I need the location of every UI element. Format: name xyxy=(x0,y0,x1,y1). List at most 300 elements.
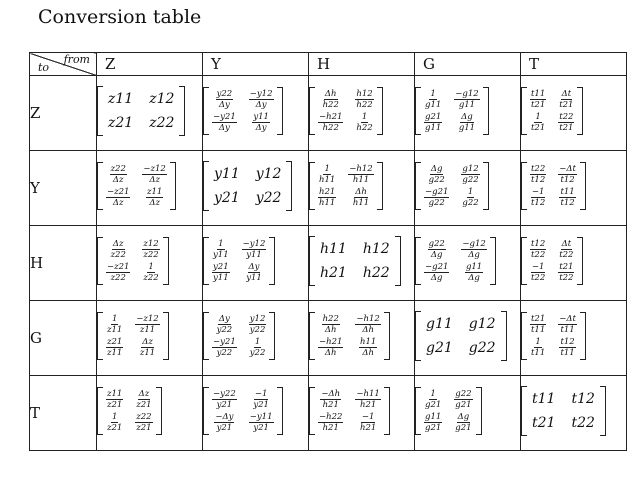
denominator: t11 xyxy=(560,348,575,358)
matrix-cell xyxy=(415,376,521,451)
matrix-entry: t11 xyxy=(532,391,556,407)
matrix-entry: t22 xyxy=(571,415,595,431)
fraction-entry xyxy=(530,337,546,358)
denominator: h21 xyxy=(359,400,377,410)
header-row xyxy=(30,53,627,76)
matrix xyxy=(521,162,586,210)
numerator: −z12 xyxy=(136,314,159,324)
denominator: h11 xyxy=(352,198,370,208)
fraction-entry xyxy=(135,314,159,335)
table-row xyxy=(30,151,627,226)
numerator: Δy xyxy=(248,262,260,272)
matrix xyxy=(203,161,292,211)
numerator: Δg xyxy=(457,412,470,422)
fraction-entry xyxy=(530,239,546,260)
fraction-entry xyxy=(106,337,123,358)
numerator: Δz xyxy=(142,337,153,347)
matrix-cell xyxy=(203,76,309,151)
numerator: z21 xyxy=(107,337,123,347)
numerator: y22 xyxy=(216,89,233,99)
fraction-entry xyxy=(355,337,380,358)
fraction-entry xyxy=(355,89,373,110)
numerator: −y21 xyxy=(213,337,236,347)
right-bracket xyxy=(483,162,489,210)
matrix-entry: h12 xyxy=(362,241,390,257)
right-bracket xyxy=(577,87,583,135)
denominator: g22 xyxy=(462,198,479,208)
fraction-entry xyxy=(355,112,373,133)
fraction-entry xyxy=(249,389,274,410)
denominator: Δh xyxy=(362,348,374,358)
fraction-entry xyxy=(318,412,343,433)
denominator: Δh xyxy=(324,325,337,335)
fraction-entry xyxy=(242,239,267,260)
fraction-entry xyxy=(212,412,237,433)
matrix xyxy=(97,312,169,360)
matrix-entry: g21 xyxy=(426,340,453,356)
fraction-entry xyxy=(461,262,486,283)
row-label-h: H xyxy=(30,226,97,301)
denominator: Δz xyxy=(112,198,124,208)
matrix-entries xyxy=(209,161,286,211)
denominator: Δy xyxy=(255,100,267,110)
denominator: t22 xyxy=(559,250,574,260)
fraction-entry xyxy=(242,262,267,283)
numerator: 1 xyxy=(467,187,474,197)
denominator: Δg xyxy=(430,273,443,283)
numerator: y12 xyxy=(249,314,266,324)
numerator: −1 xyxy=(531,187,545,197)
numerator: t21 xyxy=(531,314,546,324)
matrix-entries xyxy=(315,236,395,286)
fraction-entry xyxy=(424,164,449,185)
matrix-cell xyxy=(97,151,203,226)
numerator: t11 xyxy=(531,89,546,99)
matrix-entry: y21 xyxy=(214,190,240,206)
right-bracket xyxy=(384,312,390,360)
denominator: z21 xyxy=(107,423,123,433)
numerator: t21 xyxy=(559,262,574,272)
denominator: z11 xyxy=(107,348,123,358)
fraction-entry xyxy=(424,389,442,410)
fraction-entry xyxy=(530,262,546,283)
fraction-entry xyxy=(318,389,343,410)
fraction-entry xyxy=(558,262,574,283)
denominator: Δz xyxy=(149,175,160,185)
numerator: 1 xyxy=(361,112,368,122)
fraction-entry xyxy=(454,412,472,433)
matrix-entries xyxy=(527,237,577,285)
matrix xyxy=(415,311,507,361)
right-bracket xyxy=(163,312,169,360)
fraction-entry xyxy=(558,239,574,260)
right-bracket xyxy=(377,87,383,135)
matrix-entry: z12 xyxy=(149,91,175,107)
matrix-entries xyxy=(209,237,269,285)
denominator: Δg xyxy=(468,273,480,283)
right-bracket xyxy=(156,387,162,435)
numerator: Δt xyxy=(561,89,572,99)
denominator: z11 xyxy=(139,325,156,335)
denominator: h21 xyxy=(359,423,377,433)
table-row xyxy=(30,301,627,376)
column-header-z: Z xyxy=(97,53,203,76)
fraction-entry xyxy=(212,314,237,335)
numerator: t12 xyxy=(531,239,546,249)
matrix-entries xyxy=(103,162,170,210)
numerator: −g21 xyxy=(425,187,449,197)
fraction-entry xyxy=(461,239,486,260)
fraction-entry xyxy=(558,187,577,208)
matrix-cell xyxy=(203,151,309,226)
matrix xyxy=(415,87,489,135)
matrix xyxy=(415,162,489,210)
fraction-entry xyxy=(318,187,336,208)
matrix xyxy=(521,87,583,135)
denominator: z11 xyxy=(107,325,123,335)
fraction-entry xyxy=(355,314,380,335)
matrix-entries xyxy=(421,387,476,435)
matrix-cell xyxy=(203,376,309,451)
denominator: t22 xyxy=(559,273,574,283)
denominator: y21 xyxy=(253,400,269,410)
right-bracket xyxy=(269,237,275,285)
fraction-entry xyxy=(454,112,479,133)
matrix-entries xyxy=(103,86,179,136)
matrix xyxy=(203,237,275,285)
matrix-cell xyxy=(415,226,521,301)
matrix-entry: h22 xyxy=(362,265,390,281)
numerator: −1 xyxy=(531,262,545,272)
right-bracket xyxy=(277,87,283,135)
fraction-entry xyxy=(318,112,343,133)
denominator: z22 xyxy=(110,250,126,260)
fraction-entry xyxy=(142,262,159,283)
fraction-entry xyxy=(558,164,577,185)
right-bracket xyxy=(600,386,606,436)
denominator: g21 xyxy=(455,423,472,433)
matrix-entry: h11 xyxy=(320,241,347,257)
denominator: h22 xyxy=(322,123,339,133)
denominator: h21 xyxy=(322,423,339,433)
denominator: Δy xyxy=(255,123,267,133)
numerator: −h21 xyxy=(319,112,343,122)
fraction-entry xyxy=(249,112,274,133)
numerator: Δt xyxy=(561,239,572,249)
fraction-entry xyxy=(212,337,237,358)
numerator: g11 xyxy=(465,262,483,272)
row-label-t: T xyxy=(30,376,97,451)
fraction-entry xyxy=(212,112,237,133)
fraction-entry xyxy=(424,187,449,208)
matrix-cell xyxy=(521,376,627,451)
denominator: t11 xyxy=(531,348,546,358)
numerator: 1 xyxy=(254,337,261,347)
numerator: 1 xyxy=(535,337,541,347)
right-bracket xyxy=(377,162,383,210)
right-bracket xyxy=(476,387,482,435)
numerator: t11 xyxy=(560,187,575,197)
fraction-entry xyxy=(530,112,546,133)
fraction-entry xyxy=(106,239,130,260)
row-label-g: G xyxy=(30,301,97,376)
to-label: to xyxy=(38,61,50,74)
fraction-entry xyxy=(461,187,479,208)
numerator: 1 xyxy=(430,389,436,399)
fraction-entry xyxy=(318,164,336,185)
denominator: h22 xyxy=(356,123,373,133)
matrix-entries xyxy=(103,237,163,285)
matrix-entry: g22 xyxy=(468,340,496,356)
fraction-entry xyxy=(106,187,130,208)
table-body xyxy=(30,76,627,451)
fraction-entry xyxy=(249,89,274,110)
fraction-entry xyxy=(530,164,546,185)
numerator: −h12 xyxy=(356,314,380,324)
numerator: h11 xyxy=(359,337,377,347)
matrix-entry: y12 xyxy=(255,166,282,182)
denominator: t21 xyxy=(531,100,546,110)
numerator: Δz xyxy=(112,239,124,249)
matrix-entries xyxy=(315,162,377,210)
matrix-cell xyxy=(521,76,627,151)
matrix xyxy=(97,387,162,435)
denominator: g11 xyxy=(425,123,442,133)
fraction-entry xyxy=(135,412,152,433)
denominator: Δy xyxy=(218,123,230,133)
denominator: g11 xyxy=(458,100,476,110)
denominator: t22 xyxy=(531,250,546,260)
matrix-entries xyxy=(421,162,483,210)
matrix xyxy=(203,312,275,360)
numerator: Δz xyxy=(138,389,150,399)
numerator: y21 xyxy=(213,262,229,272)
matrix-entry: z21 xyxy=(108,115,134,131)
denominator: Δg xyxy=(430,250,443,260)
denominator: y21 xyxy=(253,423,269,433)
matrix-cell xyxy=(309,226,415,301)
matrix-entries xyxy=(209,87,277,135)
right-bracket xyxy=(277,387,283,435)
denominator: t21 xyxy=(559,123,574,133)
denominator: Δz xyxy=(112,175,124,185)
numerator: Δy xyxy=(218,314,230,324)
right-bracket xyxy=(395,236,401,286)
numerator: h12 xyxy=(356,89,373,99)
numerator: Δg xyxy=(461,112,473,122)
fraction-entry xyxy=(212,389,237,410)
denominator: t12 xyxy=(560,198,575,208)
fraction-entry xyxy=(558,89,574,110)
denominator: y22 xyxy=(216,325,233,335)
matrix-entries xyxy=(315,87,377,135)
numerator: −Δt xyxy=(559,314,576,324)
matrix-entries xyxy=(103,312,163,360)
row-label-y: Y xyxy=(30,151,97,226)
right-bracket xyxy=(286,161,292,211)
fraction-entry xyxy=(454,89,479,110)
matrix xyxy=(415,237,496,285)
numerator: Δg xyxy=(430,164,443,174)
denominator: g21 xyxy=(425,400,442,410)
column-header-y: Y xyxy=(203,53,309,76)
numerator: z11 xyxy=(107,389,123,399)
denominator: g22 xyxy=(428,175,445,185)
matrix-entries xyxy=(209,312,269,360)
denominator: Δy xyxy=(218,100,230,110)
matrix xyxy=(521,312,586,360)
numerator: t12 xyxy=(560,337,575,347)
numerator: −g21 xyxy=(425,262,449,272)
matrix-cell xyxy=(521,226,627,301)
from-label: from xyxy=(63,53,90,66)
matrix-cell xyxy=(97,76,203,151)
matrix-entry: t21 xyxy=(532,415,556,431)
numerator: −y11 xyxy=(249,412,273,422)
matrix xyxy=(309,162,383,210)
matrix-cell xyxy=(309,376,415,451)
numerator: 1 xyxy=(148,262,154,272)
table-row xyxy=(30,376,627,451)
conversion-table xyxy=(29,52,627,451)
matrix-cell xyxy=(521,301,627,376)
fraction-entry xyxy=(424,412,442,433)
right-bracket xyxy=(490,237,496,285)
fraction-entry xyxy=(106,164,130,185)
fraction-entry xyxy=(424,239,449,260)
denominator: g11 xyxy=(458,123,476,133)
fraction-entry xyxy=(106,389,123,410)
denominator: Δh xyxy=(362,325,374,335)
matrix-cell xyxy=(97,226,203,301)
right-bracket xyxy=(501,311,507,361)
matrix-cell xyxy=(309,151,415,226)
matrix-entry: y22 xyxy=(255,190,282,206)
numerator: −y21 xyxy=(213,112,236,122)
matrix xyxy=(97,162,176,210)
numerator: g12 xyxy=(462,164,479,174)
denominator: z21 xyxy=(107,400,123,410)
fraction-entry xyxy=(212,239,230,260)
numerator: 1 xyxy=(111,314,118,324)
denominator: z22 xyxy=(110,273,126,283)
denominator: Δg xyxy=(468,250,480,260)
numerator: −z21 xyxy=(107,187,130,197)
numerator: −Δy xyxy=(215,412,234,422)
fraction-entry xyxy=(355,389,380,410)
denominator: h11 xyxy=(319,175,336,185)
matrix-entry: g11 xyxy=(426,316,453,332)
denominator: y22 xyxy=(249,325,266,335)
numerator: −Δt xyxy=(559,164,576,174)
numerator: −g12 xyxy=(462,239,486,249)
fraction-entry xyxy=(530,314,546,335)
fraction-entry xyxy=(318,337,343,358)
matrix xyxy=(309,87,383,135)
matrix-entries xyxy=(421,311,501,361)
matrix xyxy=(203,87,283,135)
numerator: −g12 xyxy=(455,89,479,99)
matrix-cell xyxy=(521,151,627,226)
numerator: −1 xyxy=(361,412,375,422)
right-bracket xyxy=(483,87,489,135)
numerator: h21 xyxy=(319,187,336,197)
denominator: t21 xyxy=(531,123,546,133)
matrix-entries xyxy=(315,312,384,360)
matrix-cell xyxy=(309,76,415,151)
denominator: h21 xyxy=(322,400,339,410)
matrix-cell xyxy=(203,301,309,376)
fraction-entry xyxy=(142,164,166,185)
right-bracket xyxy=(577,237,583,285)
fraction-entry xyxy=(424,89,442,110)
matrix xyxy=(203,387,283,435)
fraction-entry xyxy=(142,239,159,260)
numerator: z22 xyxy=(136,412,152,422)
column-header-h: H xyxy=(309,53,415,76)
numerator: g21 xyxy=(425,112,442,122)
matrix-cell xyxy=(97,301,203,376)
matrix xyxy=(415,387,482,435)
numerator: −z12 xyxy=(143,164,166,174)
corner-header xyxy=(30,53,97,76)
matrix-entry: z22 xyxy=(149,115,175,131)
matrix-entry: y11 xyxy=(214,166,240,182)
numerator: t22 xyxy=(531,164,546,174)
denominator: g22 xyxy=(428,198,445,208)
denominator: y22 xyxy=(249,348,266,358)
numerator: −h22 xyxy=(319,412,343,422)
denominator: t22 xyxy=(531,273,546,283)
denominator: z11 xyxy=(139,348,156,358)
matrix-entries xyxy=(527,312,580,360)
right-bracket xyxy=(170,162,176,210)
fraction-entry xyxy=(318,89,343,110)
numerator: 1 xyxy=(324,164,330,174)
fraction-entry xyxy=(424,112,442,133)
denominator: h22 xyxy=(322,100,339,110)
numerator: −h11 xyxy=(356,389,380,399)
fraction-entry xyxy=(348,164,373,185)
right-bracket xyxy=(179,86,185,136)
matrix-cell xyxy=(203,226,309,301)
column-header-t: T xyxy=(521,53,627,76)
denominator: t12 xyxy=(560,175,575,185)
fraction-entry xyxy=(212,262,230,283)
matrix-entry: t12 xyxy=(571,391,595,407)
fraction-entry xyxy=(135,389,152,410)
column-header-g: G xyxy=(415,53,521,76)
matrix-entries xyxy=(527,87,577,135)
fraction-entry xyxy=(106,314,123,335)
numerator: y11 xyxy=(253,112,269,122)
numerator: g11 xyxy=(425,412,442,422)
fraction-entry xyxy=(142,187,166,208)
denominator: Δh xyxy=(324,348,337,358)
matrix xyxy=(521,386,606,436)
numerator: g22 xyxy=(428,239,445,249)
fraction-entry xyxy=(355,412,380,433)
right-bracket xyxy=(163,237,169,285)
denominator: z21 xyxy=(136,423,152,433)
denominator: g22 xyxy=(462,175,479,185)
denominator: y11 xyxy=(246,273,262,283)
matrix-entries xyxy=(421,237,490,285)
matrix xyxy=(309,387,390,435)
numerator: 1 xyxy=(218,239,224,249)
page-title: Conversion table xyxy=(38,6,202,28)
denominator: t12 xyxy=(531,175,546,185)
